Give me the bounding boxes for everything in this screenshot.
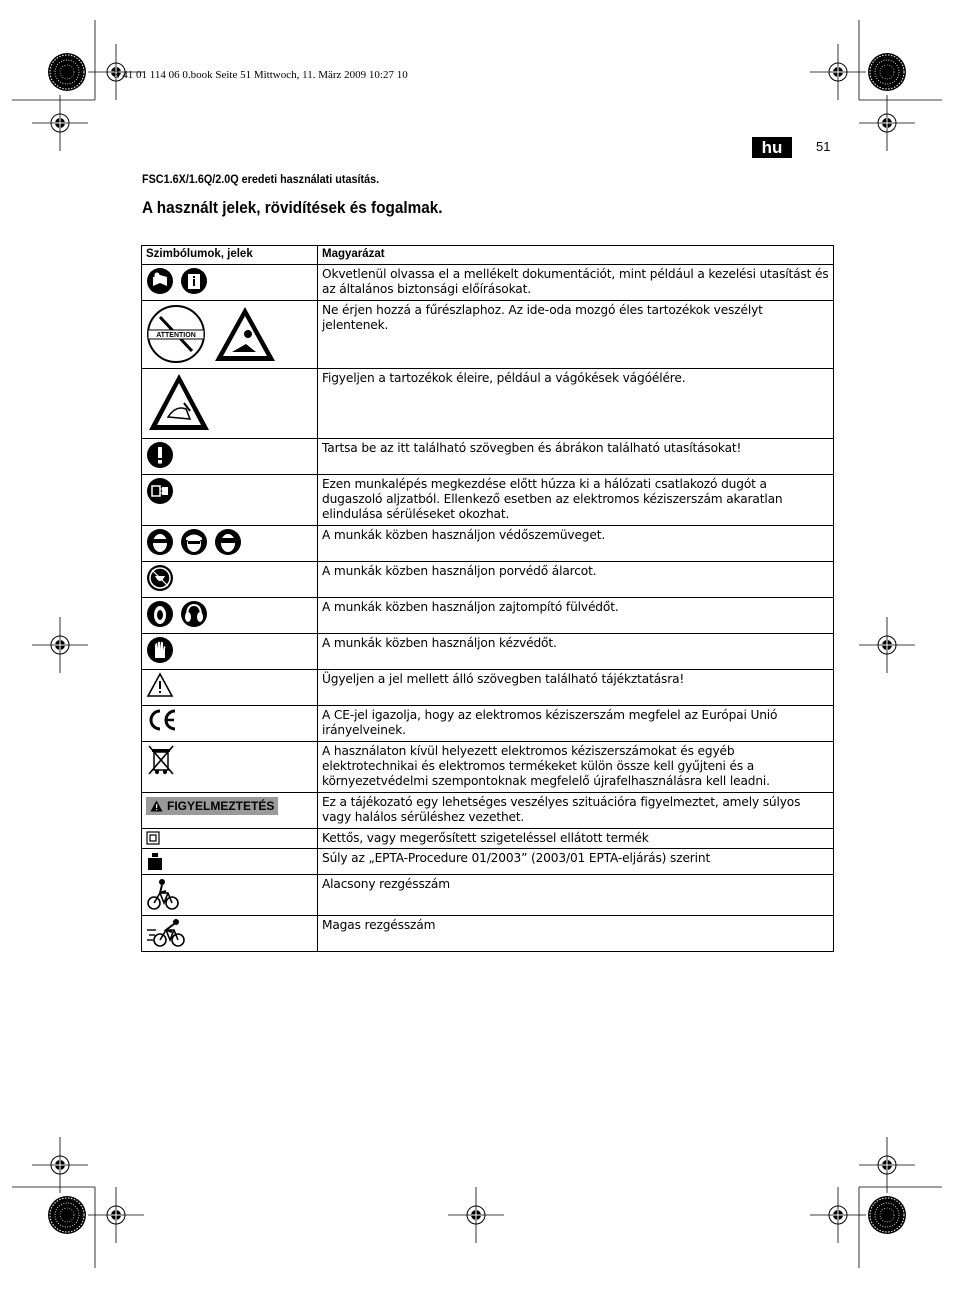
document-subtitle: FSC1.6X/1.6Q/2.0Q eredeti használati utasítás. bbox=[142, 172, 380, 186]
row-description: Ügyeljen a jel mellett álló szövegben található tájékztatásra! bbox=[318, 670, 834, 706]
gloves-icon bbox=[146, 636, 174, 664]
sharp-edge-warning-icon bbox=[146, 371, 212, 433]
table-row bbox=[142, 598, 834, 634]
table-row bbox=[142, 439, 834, 475]
low-vibration-cyclist-icon bbox=[146, 877, 180, 911]
double-insulation-icon bbox=[146, 831, 160, 845]
table-row bbox=[142, 742, 834, 793]
warning-badge-triangle-icon bbox=[150, 800, 163, 812]
column-header-explanation: Magyarázat bbox=[318, 246, 834, 265]
page-number: 51 bbox=[816, 139, 831, 154]
row-description: A munkák közben használjon zajtompító fülvédőt. bbox=[318, 598, 834, 634]
high-vibration-cyclist-icon bbox=[146, 918, 186, 948]
table-row bbox=[142, 526, 834, 562]
language-badge: hu bbox=[752, 137, 792, 158]
svg-text:ATTENTION: ATTENTION bbox=[156, 332, 196, 339]
row-description: Ez a tájékozató egy lehetséges veszélyes szituációra figyelmeztet, amely súlyos vagy halálos sérüléshez vezethet. bbox=[318, 793, 834, 829]
read-manual-icon bbox=[146, 267, 174, 295]
goggles-icon bbox=[214, 528, 242, 556]
ear-muffs-icon bbox=[180, 600, 208, 628]
table-row bbox=[142, 706, 834, 742]
row-description: Okvetlenül olvassa el a mellékelt dokumentációt, mint például a kezelési utasítást és az általános biztonsági előírásokat. bbox=[318, 265, 834, 301]
row-description: Ne érjen hozzá a fűrészlaphoz. Az ide-oda mozgó éles tartozékok veszélyt jelentenek. bbox=[318, 301, 834, 369]
section-title: A használt jelek, rövidítések és fogalmak. bbox=[142, 198, 443, 217]
face-shield-icon bbox=[180, 528, 208, 556]
info-book-icon bbox=[180, 267, 208, 295]
mandatory-exclamation-icon bbox=[146, 441, 174, 469]
table-row bbox=[142, 265, 834, 301]
file-info-header: 3 41 01 114 06 0.book Seite 51 Mittwoch, 11. März 2009 10:27 10 bbox=[114, 69, 408, 81]
table-row bbox=[142, 849, 834, 875]
ce-mark-icon bbox=[146, 708, 178, 732]
crossed-bin-icon bbox=[146, 744, 176, 776]
table-row bbox=[142, 875, 834, 916]
table-row bbox=[142, 562, 834, 598]
warning-badge-label: FIGYELMEZTETÉS bbox=[167, 799, 275, 813]
table-header-row bbox=[142, 246, 834, 265]
danger-triangle-saw-icon bbox=[212, 304, 278, 364]
attention-saw-icon bbox=[146, 303, 206, 365]
row-description: Ezen munkalépés megkezdése előtt húzza ki a hálózati csatlakozó dugót a dugaszoló aljzatból. Ellenkező esetben az elektromos kéziszerszám akaratlan elindulása sérüléseket okozhat. bbox=[318, 475, 834, 526]
column-header-symbols: Szimbólumok, jelek bbox=[142, 246, 318, 265]
row-description: Kettős, vagy megerősített szigeteléssel ellátott termék bbox=[318, 829, 834, 849]
row-description: A használaton kívül helyezett elektromos kéziszerszámokat és egyéb elektrotechnikai és elektromos termékeket külön össze kell gyűjteni és a környezetvédelmi szempontoknak megfelelő újrafelhasználásra kell leadni. bbox=[318, 742, 834, 793]
row-description: A munkák közben használjon porvédő álarcot. bbox=[318, 562, 834, 598]
symbols-table bbox=[141, 245, 834, 952]
row-description: Súly az „EPTA-Procedure 01/2003” (2003/01 EPTA-eljárás) szerint bbox=[318, 849, 834, 875]
table-row bbox=[142, 916, 834, 952]
eye-protection-icon bbox=[146, 528, 174, 556]
dust-mask-icon bbox=[146, 564, 174, 592]
table-row bbox=[142, 670, 834, 706]
warning-badge bbox=[146, 797, 278, 815]
row-description: Figyeljen a tartozékok éleire, például a vágókések vágóélére. bbox=[318, 369, 834, 439]
row-description: A munkák közben használjon kézvédőt. bbox=[318, 634, 834, 670]
row-description: A CE-jel igazolja, hogy az elektromos kéziszerszám megfelel az Európai Unió irányelveinek. bbox=[318, 706, 834, 742]
weight-icon bbox=[146, 851, 164, 871]
row-description: A munkák közben használjon védőszemüveget. bbox=[318, 526, 834, 562]
warning-triangle-icon bbox=[146, 672, 174, 698]
ear-protection-icon bbox=[146, 600, 174, 628]
unplug-icon bbox=[146, 477, 174, 505]
table-row bbox=[142, 793, 834, 829]
table-row bbox=[142, 369, 834, 439]
row-description: Magas rezgésszám bbox=[318, 916, 834, 952]
row-description: Alacsony rezgésszám bbox=[318, 875, 834, 916]
table-row bbox=[142, 301, 834, 369]
table-row bbox=[142, 634, 834, 670]
table-row bbox=[142, 475, 834, 526]
table-row bbox=[142, 829, 834, 849]
row-description: Tartsa be az itt található szövegben és ábrákon található utasításokat! bbox=[318, 439, 834, 475]
